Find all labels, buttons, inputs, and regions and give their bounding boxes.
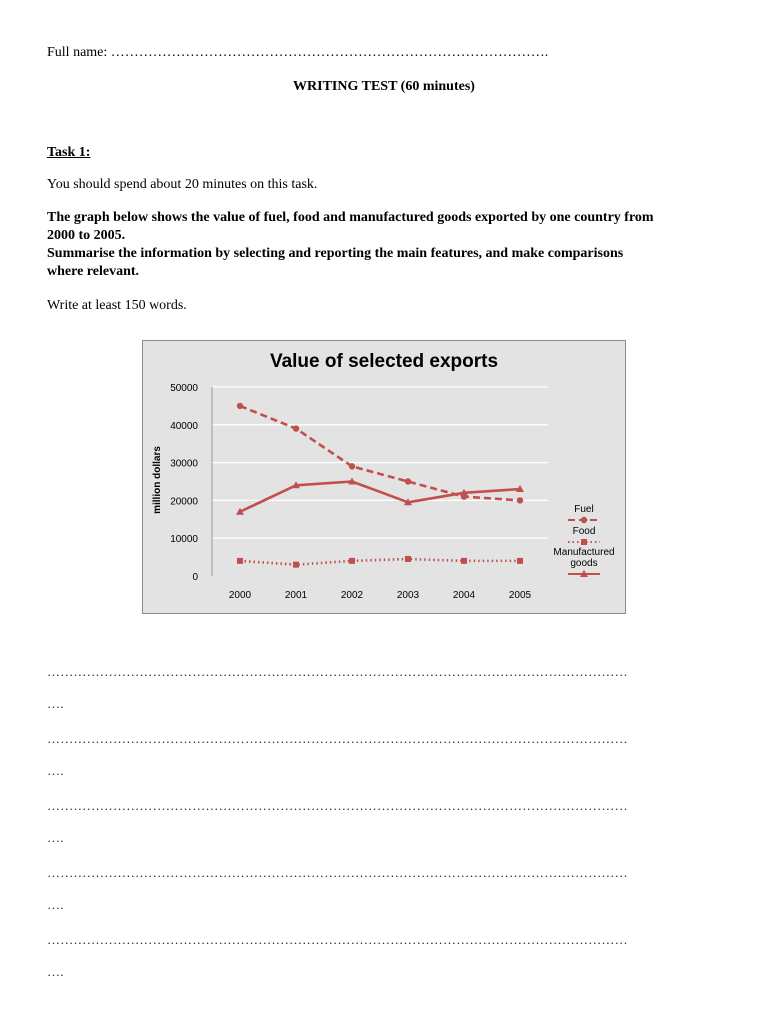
y-axis-label: million dollars [152,446,163,514]
chart-title: Value of selected exports [269,351,499,372]
y-tick-label: 10000 [170,534,198,546]
x-tick-label: 2001 [284,590,308,601]
y-tick-label: 30000 [170,458,198,470]
x-tick-label: 2004 [452,590,476,601]
data-point [237,403,243,409]
instruction-line: 2000 to 2005. [47,228,126,243]
data-point [349,558,355,564]
answer-line-end[interactable]: …. [47,696,64,711]
answer-line[interactable]: …………………………………………………………………………………………………………………… [47,664,628,679]
answer-line[interactable]: …………………………………………………………………………………………………………………… [47,932,628,947]
data-point [349,463,355,469]
answer-line[interactable]: …………………………………………………………………………………………………………………… [47,731,628,746]
instruction-line: Summarise the information by selecting and reporting the main features, and make comparisons [47,246,624,261]
exports-line-chart [142,340,626,614]
y-tick-label: 50000 [170,383,198,394]
data-point [517,558,523,564]
x-tick-label: 2000 [228,590,252,601]
data-point [517,497,523,503]
data-point [405,478,411,484]
instruction-line: The graph below shows the value of fuel, food and manufactured goods exported by one country from [47,210,654,225]
answer-line-end[interactable]: …. [47,964,64,979]
legend-label: Food [572,526,596,537]
data-point [405,556,411,562]
x-tick-label: 2002 [340,590,364,601]
legend-label: Manufactured [553,547,615,558]
x-tick-label: 2003 [396,590,420,601]
time-instruction: You should spend about 20 minutes on this task. [47,177,318,192]
data-point [461,558,467,564]
y-tick-label: 40000 [170,420,198,432]
task-heading: Task 1: [47,145,91,160]
legend-label: goods [570,558,598,569]
answer-line-end[interactable]: …. [47,763,64,778]
test-title: WRITING TEST (60 minutes) [293,79,475,94]
full-name-field[interactable]: Full name: …………………………………………………………………………………. [47,45,549,60]
chart-background [143,341,626,614]
answer-line[interactable]: …………………………………………………………………………………………………………………… [47,865,628,880]
data-point [293,562,299,568]
answer-line[interactable]: …………………………………………………………………………………………………………………… [47,798,628,813]
answer-line-end[interactable]: …. [47,897,64,912]
legend-marker [581,517,587,523]
answer-line-end[interactable]: …. [47,830,64,845]
legend-marker [581,539,587,545]
data-point [237,558,243,564]
data-point [293,425,299,431]
y-tick-label: 0 [192,572,198,583]
legend-label: Fuel [574,504,594,515]
word-count-instruction: Write at least 150 words. [47,298,187,313]
x-tick-label: 2005 [508,590,532,601]
y-tick-label: 20000 [170,496,198,508]
instruction-line: where relevant. [47,264,140,279]
